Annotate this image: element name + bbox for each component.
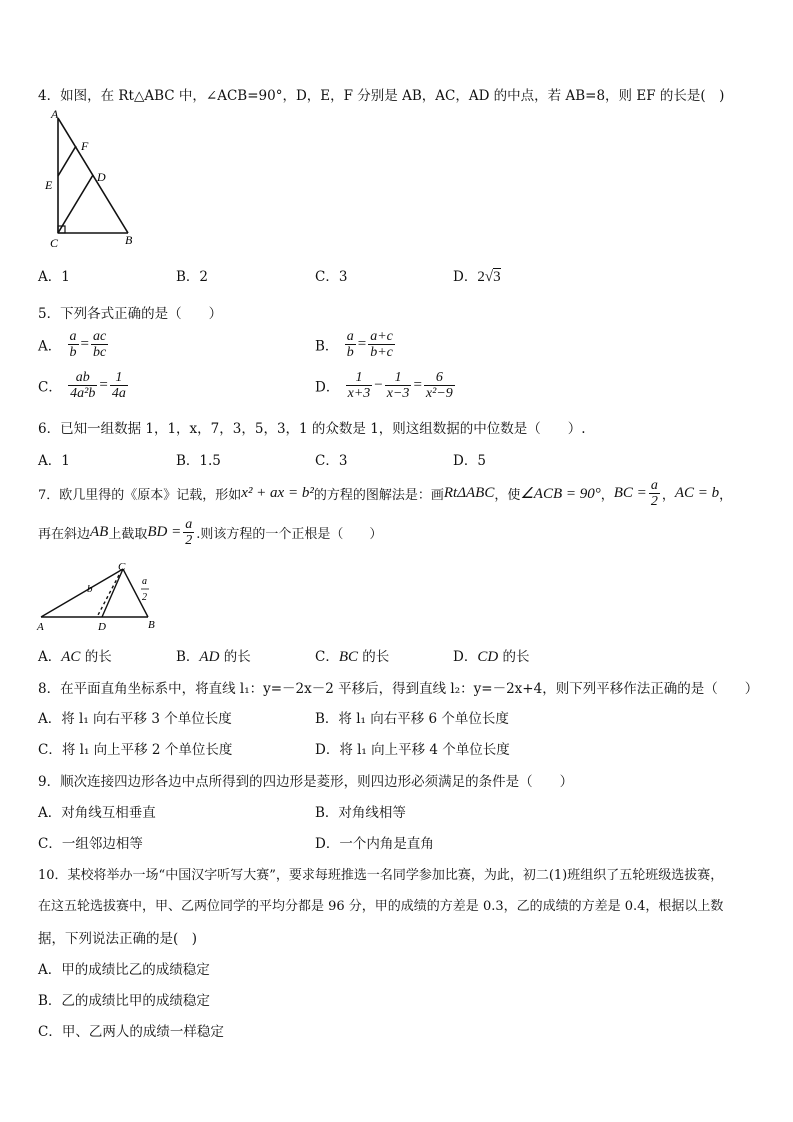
numerator: 1 [355, 370, 363, 385]
denominator: x+3 [347, 386, 371, 401]
option-value: 3 [338, 269, 348, 285]
q6-option-a[interactable] [38, 449, 70, 469]
q7-text: 的方程的图解法是：画 [313, 488, 444, 503]
fraction [91, 329, 108, 360]
q10-option-c[interactable]: C．甲、乙两人的成绩一样稳定 [38, 1024, 224, 1040]
q6-stem: 6．已知一组数据 1，1，x，7，3，5，3，1 的众数是 1，则这组数据的中位数是（ ）. [38, 421, 586, 437]
equals-sign: = [80, 336, 90, 352]
numerator: a+c [370, 329, 393, 344]
option-suffix: 的长 [80, 649, 112, 665]
q7-ab: AB [90, 524, 109, 540]
option-letter: B． [176, 269, 200, 285]
option-letter: D． [453, 453, 478, 469]
denominator: b+c [370, 345, 393, 360]
numerator: a [185, 517, 193, 532]
q4-label-b: B [125, 233, 133, 247]
fraction [110, 370, 128, 401]
q10-option-b[interactable]: B．乙的成绩比甲的成绩稳定 [38, 993, 210, 1009]
q8-option-c[interactable]: C．将 l₁ 向上平移 2 个单位长度 [38, 742, 233, 758]
option-var: AD [199, 649, 220, 665]
option-letter: A． [38, 649, 62, 665]
option-value: 2 [199, 269, 209, 285]
denominator: 4a²b [70, 386, 96, 401]
q7-label-a-side: a [142, 576, 147, 587]
denominator: 2 [185, 533, 193, 548]
option-letter: B． [176, 453, 200, 469]
option-value: 3 [338, 453, 348, 469]
q5-option-b[interactable] [315, 329, 397, 360]
option-suffix: 的长 [219, 649, 251, 665]
numerator: a [69, 329, 77, 344]
q10-line2: 在这五轮选拔赛中，甲、乙两位同学的平均分都是 96 分，甲的成绩的方差是 0.3，乙的成绩的方差是 0.4，根据以上数 [38, 899, 724, 914]
q8-option-b[interactable]: B．将 l₁ 向右平移 6 个单位长度 [315, 711, 509, 727]
option-var: AC [61, 649, 81, 665]
q7-triangle-figure [35, 563, 170, 635]
fraction [346, 370, 373, 401]
option-letter: D． [453, 269, 478, 285]
numerator: 1 [394, 370, 402, 385]
option-var: BC [338, 649, 359, 665]
q4-option-b[interactable] [176, 265, 208, 285]
numerator: a [650, 478, 658, 493]
q6-option-c[interactable] [315, 449, 347, 469]
q4-label-d: D [97, 170, 106, 184]
q7-text: 上截取 [108, 527, 148, 542]
q4-label-e: E [45, 178, 53, 192]
q5-option-d[interactable] [315, 370, 457, 401]
q7-text: .则该方程的一个正根是（ ） [196, 527, 383, 542]
option-var: CD [477, 649, 499, 665]
option-suffix: 的长 [358, 649, 390, 665]
q7-text: ，使 [494, 488, 521, 503]
fraction [68, 370, 97, 401]
option-value: 1 [61, 453, 70, 469]
option-letter: C． [38, 379, 62, 396]
denominator: 2 [650, 494, 658, 509]
equals-sign: = [413, 377, 422, 393]
option-value-coef: 2 [477, 269, 485, 285]
q6-option-b[interactable] [176, 449, 221, 469]
q7-option-d[interactable] [453, 645, 529, 666]
fraction [368, 329, 395, 360]
q8-option-d[interactable]: D．将 l₁ 向上平移 4 个单位长度 [315, 742, 510, 758]
option-value: 1.5 [199, 453, 221, 469]
q8-option-a[interactable]: A．将 l₁ 向右平移 3 个单位长度 [38, 711, 232, 727]
numerator: ac [93, 329, 107, 344]
q5-option-a[interactable] [38, 329, 110, 360]
denominator: x²−9 [425, 386, 453, 401]
q7-bc: BC = [613, 485, 647, 501]
q5-stem: 5．下列各式正确的是（ ） [38, 306, 223, 322]
q4-stem: 4．如图，在 Rt△ABC 中，∠ACB=90°，D，E，F 分别是 AB，AC，AD 的中点，若 AB=8，则 EF 的长是( ) [38, 88, 725, 104]
q7-bd: BD = [147, 524, 182, 540]
fraction [345, 329, 356, 360]
option-value: 1 [61, 269, 70, 285]
fraction [183, 517, 194, 548]
q4-label-f: F [81, 139, 89, 153]
q7-text: 再在斜边 [38, 527, 91, 542]
q7-text: 7．欧几里得的《原本》记载，形如 [38, 488, 242, 503]
option-letter: B． [176, 649, 200, 665]
option-letter: D． [453, 649, 478, 665]
option-letter: A． [38, 453, 62, 469]
fraction [385, 370, 412, 401]
option-suffix: 的长 [498, 649, 530, 665]
fraction [649, 478, 660, 509]
option-letter: C． [315, 269, 339, 285]
q7-text: ， [719, 488, 733, 503]
q4-option-d[interactable] [453, 265, 501, 286]
q7-label-b: B [148, 619, 155, 631]
q4-option-c[interactable] [315, 265, 347, 285]
numerator: ab [75, 370, 90, 385]
q7-equation: x² + ax = b² [241, 485, 314, 501]
denominator: b [346, 345, 354, 360]
equals-sign: = [99, 377, 108, 393]
q7-option-b[interactable] [176, 645, 251, 666]
q7-label-d: D [98, 621, 106, 633]
option-value: 5 [477, 453, 486, 469]
option-letter: A． [38, 338, 62, 355]
option-letter: C． [315, 453, 339, 469]
sqrt-sign: √ [484, 269, 494, 285]
q7-option-c[interactable] [315, 645, 389, 666]
q7-ac: AC = b [674, 485, 720, 501]
q7-label-b-side: b [87, 583, 93, 595]
denominator: x−3 [386, 386, 410, 401]
q9-option-d[interactable]: D．一个内角是直角 [315, 836, 434, 852]
q7-triangle-name: RtΔABC [443, 485, 495, 501]
q7-option-a[interactable] [38, 645, 112, 666]
q5-option-c[interactable] [38, 370, 130, 401]
denominator: 4a [111, 386, 126, 401]
q8-stem: 8．在平面直角坐标系中，将直线 l₁：y=－2x－2 平移后，得到直线 l₂：y=－2x+4，则下列平移作法正确的是（ ） [38, 681, 759, 697]
option-letter: B． [315, 338, 339, 355]
q4-label-a: A [51, 110, 59, 121]
option-value-radicand: 3 [493, 269, 501, 285]
q7-text: ， [661, 488, 675, 503]
option-letter: D． [315, 379, 340, 396]
option-letter: C． [315, 649, 339, 665]
numerator: a [346, 329, 354, 344]
fraction [68, 329, 79, 360]
q7-label-c: C [118, 563, 126, 573]
q10-line1: 10．某校将举办一场“中国汉字听写大赛”，要求每班推选一名同学参加比赛，为此，初二(1)班组织了五轮班级选拔赛， [38, 868, 724, 883]
option-letter: A． [38, 269, 62, 285]
denominator: bc [93, 345, 107, 360]
numerator: 1 [115, 370, 123, 385]
q4-option-a[interactable] [38, 265, 70, 285]
q10-line3: 据，下列说法正确的是( ) [38, 931, 198, 947]
q4-triangle-figure [40, 110, 150, 250]
q9-option-a[interactable]: A．对角线互相垂直 [38, 805, 156, 821]
q7-line2 [38, 517, 382, 548]
minus-sign: − [374, 377, 383, 393]
numerator: 6 [435, 370, 443, 385]
q6-option-d[interactable] [453, 449, 486, 469]
denominator: b [69, 345, 77, 360]
fraction [424, 370, 455, 401]
q9-stem: 9．顺次连接四边形各边中点所得到的四边形是菱形，则四边形必须满足的条件是（ ） [38, 774, 574, 790]
q7-line1 [38, 478, 732, 509]
q7-angle: ∠ACB = 90° [520, 486, 601, 502]
q7-label-two: 2 [142, 592, 147, 603]
q7-text: ， [600, 488, 614, 503]
q9-option-c[interactable]: C．一组邻边相等 [38, 836, 143, 852]
equals-sign: = [357, 336, 367, 352]
q9-option-b[interactable]: B．对角线相等 [315, 805, 406, 821]
q10-option-a[interactable]: A．甲的成绩比乙的成绩稳定 [38, 962, 210, 978]
q7-label-a: A [37, 621, 44, 633]
q4-label-c: C [50, 236, 59, 250]
